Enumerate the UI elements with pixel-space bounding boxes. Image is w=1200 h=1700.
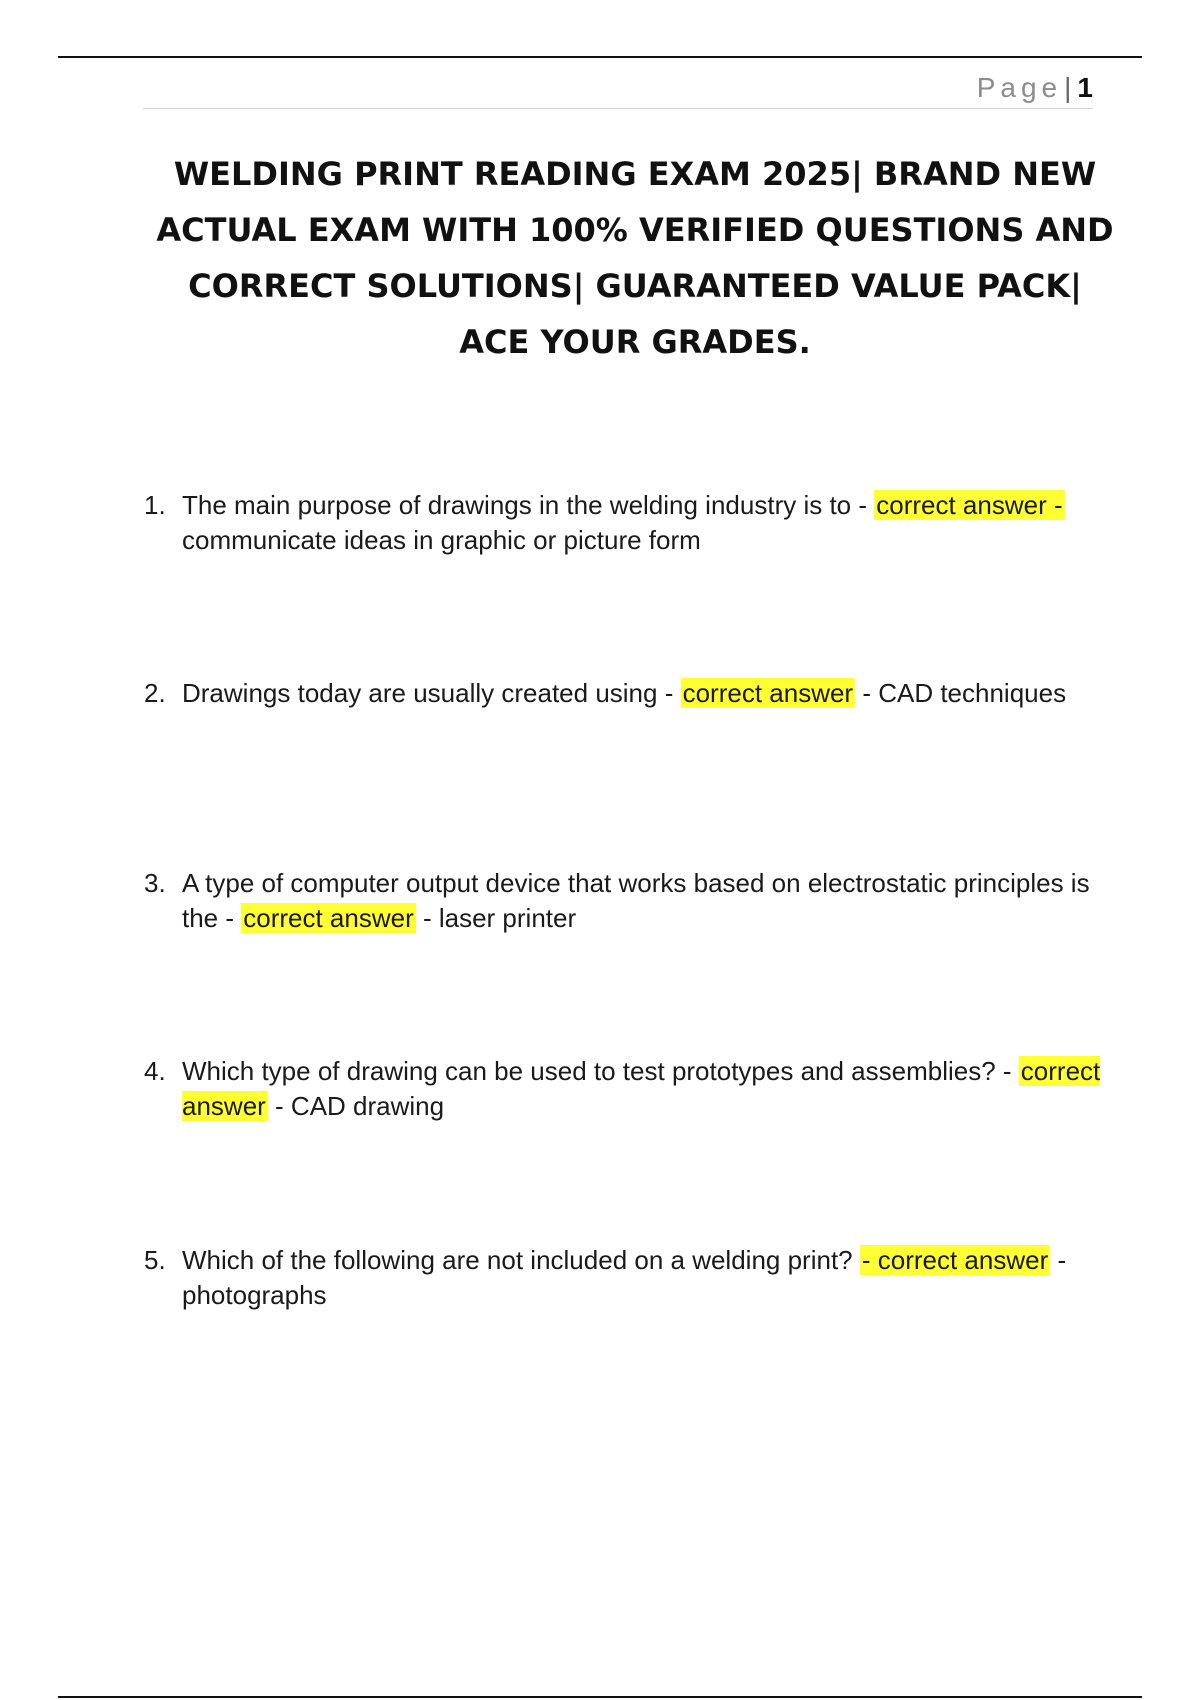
answer-text: - CAD drawing [267, 1091, 445, 1121]
question-prompt: The main purpose of drawings in the welding industry is to - [182, 490, 875, 520]
question-number: 2. [144, 678, 166, 708]
correct-answer-highlight: correct answer [682, 678, 854, 708]
question-number: 1. [144, 490, 166, 520]
question-item [144, 1054, 1104, 1124]
answer-text: - photographs [182, 1245, 1067, 1310]
answer-text: communicate ideas in graphic or picture form [182, 525, 701, 555]
question-item [144, 488, 1104, 558]
question-number: 3. [144, 868, 166, 898]
document-title: WELDING PRINT READING EXAM 2025| BRAND NEW ACTUAL EXAM WITH 100% VERIFIED QUESTIONS AND CORRECT SOLUTIONS| GUARANTEED VALUE PACK| ACE YOUR GRADES. [156, 155, 1114, 361]
page-separator: | [1064, 72, 1072, 103]
answer-text: - laser printer [415, 903, 577, 933]
correct-answer-highlight: correct answer [182, 1056, 1101, 1121]
answer-text: - CAD techniques [855, 678, 1067, 708]
question-item [144, 676, 1104, 711]
question-text [182, 488, 1104, 558]
page-number: 1 [1077, 72, 1093, 103]
question-prompt: Which type of drawing can be used to test prototypes and assemblies? - [182, 1056, 1019, 1086]
page-header [143, 70, 1093, 109]
question-prompt: A type of computer output device that works based on electrostatic principles is the - [182, 868, 1090, 933]
correct-answer-highlight: correct answer [243, 903, 414, 933]
page-label: Page [976, 72, 1063, 103]
question-text [182, 676, 1104, 711]
question-text [182, 866, 1104, 936]
question-item [144, 1243, 1104, 1313]
question-item [144, 866, 1104, 936]
question-prompt: Which of the following are not included on a welding print? [182, 1245, 860, 1275]
top-rule [58, 56, 1142, 58]
question-number: 4. [144, 1056, 166, 1086]
question-text [182, 1243, 1104, 1313]
question-prompt: Drawings today are usually created using - [182, 678, 681, 708]
question-number: 5. [144, 1245, 166, 1275]
bottom-rule [58, 1696, 1142, 1698]
correct-answer-highlight: - correct answer [861, 1245, 1049, 1275]
correct-answer-highlight: correct answer - [876, 490, 1063, 520]
question-text [182, 1054, 1104, 1124]
